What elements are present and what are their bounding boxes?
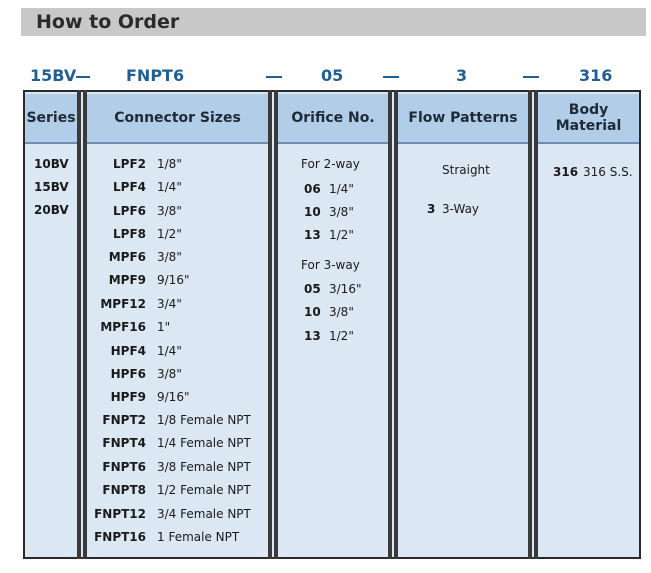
orifice-3way-label: For 3-way — [301, 258, 360, 272]
flow-3way-code: 3 — [427, 202, 436, 216]
connector-code: MPF9 — [108, 273, 146, 287]
column-divider — [534, 90, 538, 559]
connector-code: HPF4 — [110, 344, 146, 358]
material-desc: 316 S.S. — [583, 165, 633, 179]
connector-code: LPF4 — [113, 180, 146, 194]
orifice-size: 3/16" — [329, 282, 362, 296]
connector-code: FNPT6 — [102, 460, 146, 474]
connector-size: 1/8 Female NPT — [157, 413, 251, 427]
orifice-code: 10 — [304, 205, 321, 219]
connector-size: 1/8" — [157, 157, 182, 171]
header-underline — [25, 142, 77, 144]
code-dash — [266, 76, 282, 78]
flow-3way-label: 3-Way — [442, 202, 480, 216]
code-connector: FNPT6 — [126, 66, 185, 85]
connector-size: 3/8" — [157, 204, 182, 218]
connector-size: 1/2 Female NPT — [157, 483, 251, 497]
orifice-code: 05 — [304, 282, 321, 296]
code-dash — [383, 76, 399, 78]
orifice-size: 1/2" — [329, 329, 354, 343]
connector-size: 3/4" — [157, 297, 182, 311]
orifice-code: 13 — [304, 228, 321, 242]
connector-size: 9/16" — [157, 273, 190, 287]
connector-size: 1/4 Female NPT — [157, 436, 251, 450]
header-underline — [538, 142, 639, 144]
connector-size: 3/4 Female NPT — [157, 507, 251, 521]
code-flow: 3 — [456, 66, 468, 85]
connector-code: MPF6 — [108, 250, 146, 264]
code-dash — [76, 76, 90, 78]
connector-code: HPF6 — [110, 367, 146, 381]
orifice-code: 06 — [304, 182, 321, 196]
orifice-size: 3/8" — [329, 205, 354, 219]
orifice-size: 3/8" — [329, 305, 354, 319]
connector-size: 1/2" — [157, 227, 182, 241]
header-underline — [278, 142, 388, 144]
connector-size: 3/8 Female NPT — [157, 460, 251, 474]
connector-size: 1/4" — [157, 344, 182, 358]
connector-code: FNPT2 — [102, 413, 146, 427]
orifice-size: 1/4" — [329, 182, 354, 196]
series-item: 15BV — [34, 180, 69, 194]
connector-code: FNPT8 — [102, 483, 146, 497]
connector-code: FNPT12 — [94, 507, 146, 521]
connector-code: FNPT16 — [94, 530, 146, 544]
series-item: 20BV — [34, 203, 69, 217]
page-title: How to Order — [36, 11, 180, 33]
orifice-code: 10 — [304, 305, 321, 319]
header-orifice-no: Orifice No. — [278, 94, 388, 142]
connector-size: 1" — [157, 320, 171, 334]
column-divider — [394, 90, 398, 559]
connector-size: 3/8" — [157, 367, 182, 381]
code-material: 316 — [579, 66, 613, 85]
orifice-code: 13 — [304, 329, 321, 343]
orifice-2way-label: For 2-way — [301, 157, 360, 171]
connector-code: LPF8 — [113, 227, 146, 241]
flow-straight: Straight — [442, 163, 490, 177]
header-body-material: Body Material — [538, 94, 639, 142]
code-series: 15BV — [30, 66, 77, 85]
header-flow-patterns: Flow Patterns — [398, 94, 528, 142]
code-orifice: 05 — [321, 66, 344, 85]
connector-code: LPF2 — [113, 157, 146, 171]
connector-size: 1 Female NPT — [157, 530, 240, 544]
column-divider — [388, 90, 392, 559]
column-divider — [77, 90, 81, 559]
connector-code: MPF12 — [100, 297, 146, 311]
header-series: Series — [25, 94, 77, 142]
connector-size: 9/16" — [157, 390, 190, 404]
orifice-size: 1/2" — [329, 228, 354, 242]
column-divider — [83, 90, 87, 559]
header-connector-sizes: Connector Sizes — [87, 94, 268, 142]
code-dash — [523, 76, 539, 78]
connector-code: MPF16 — [100, 320, 146, 334]
connector-size: 1/4" — [157, 180, 182, 194]
material-code: 316 — [553, 165, 579, 179]
connector-size: 3/8" — [157, 250, 182, 264]
column-divider — [528, 90, 532, 559]
connector-code: HPF9 — [110, 390, 146, 404]
header-underline — [87, 142, 268, 144]
column-divider — [274, 90, 278, 559]
series-item: 10BV — [34, 157, 69, 171]
connector-code: FNPT4 — [102, 436, 146, 450]
column-divider — [268, 90, 272, 559]
header-underline — [398, 142, 528, 144]
connector-code: LPF6 — [113, 204, 146, 218]
